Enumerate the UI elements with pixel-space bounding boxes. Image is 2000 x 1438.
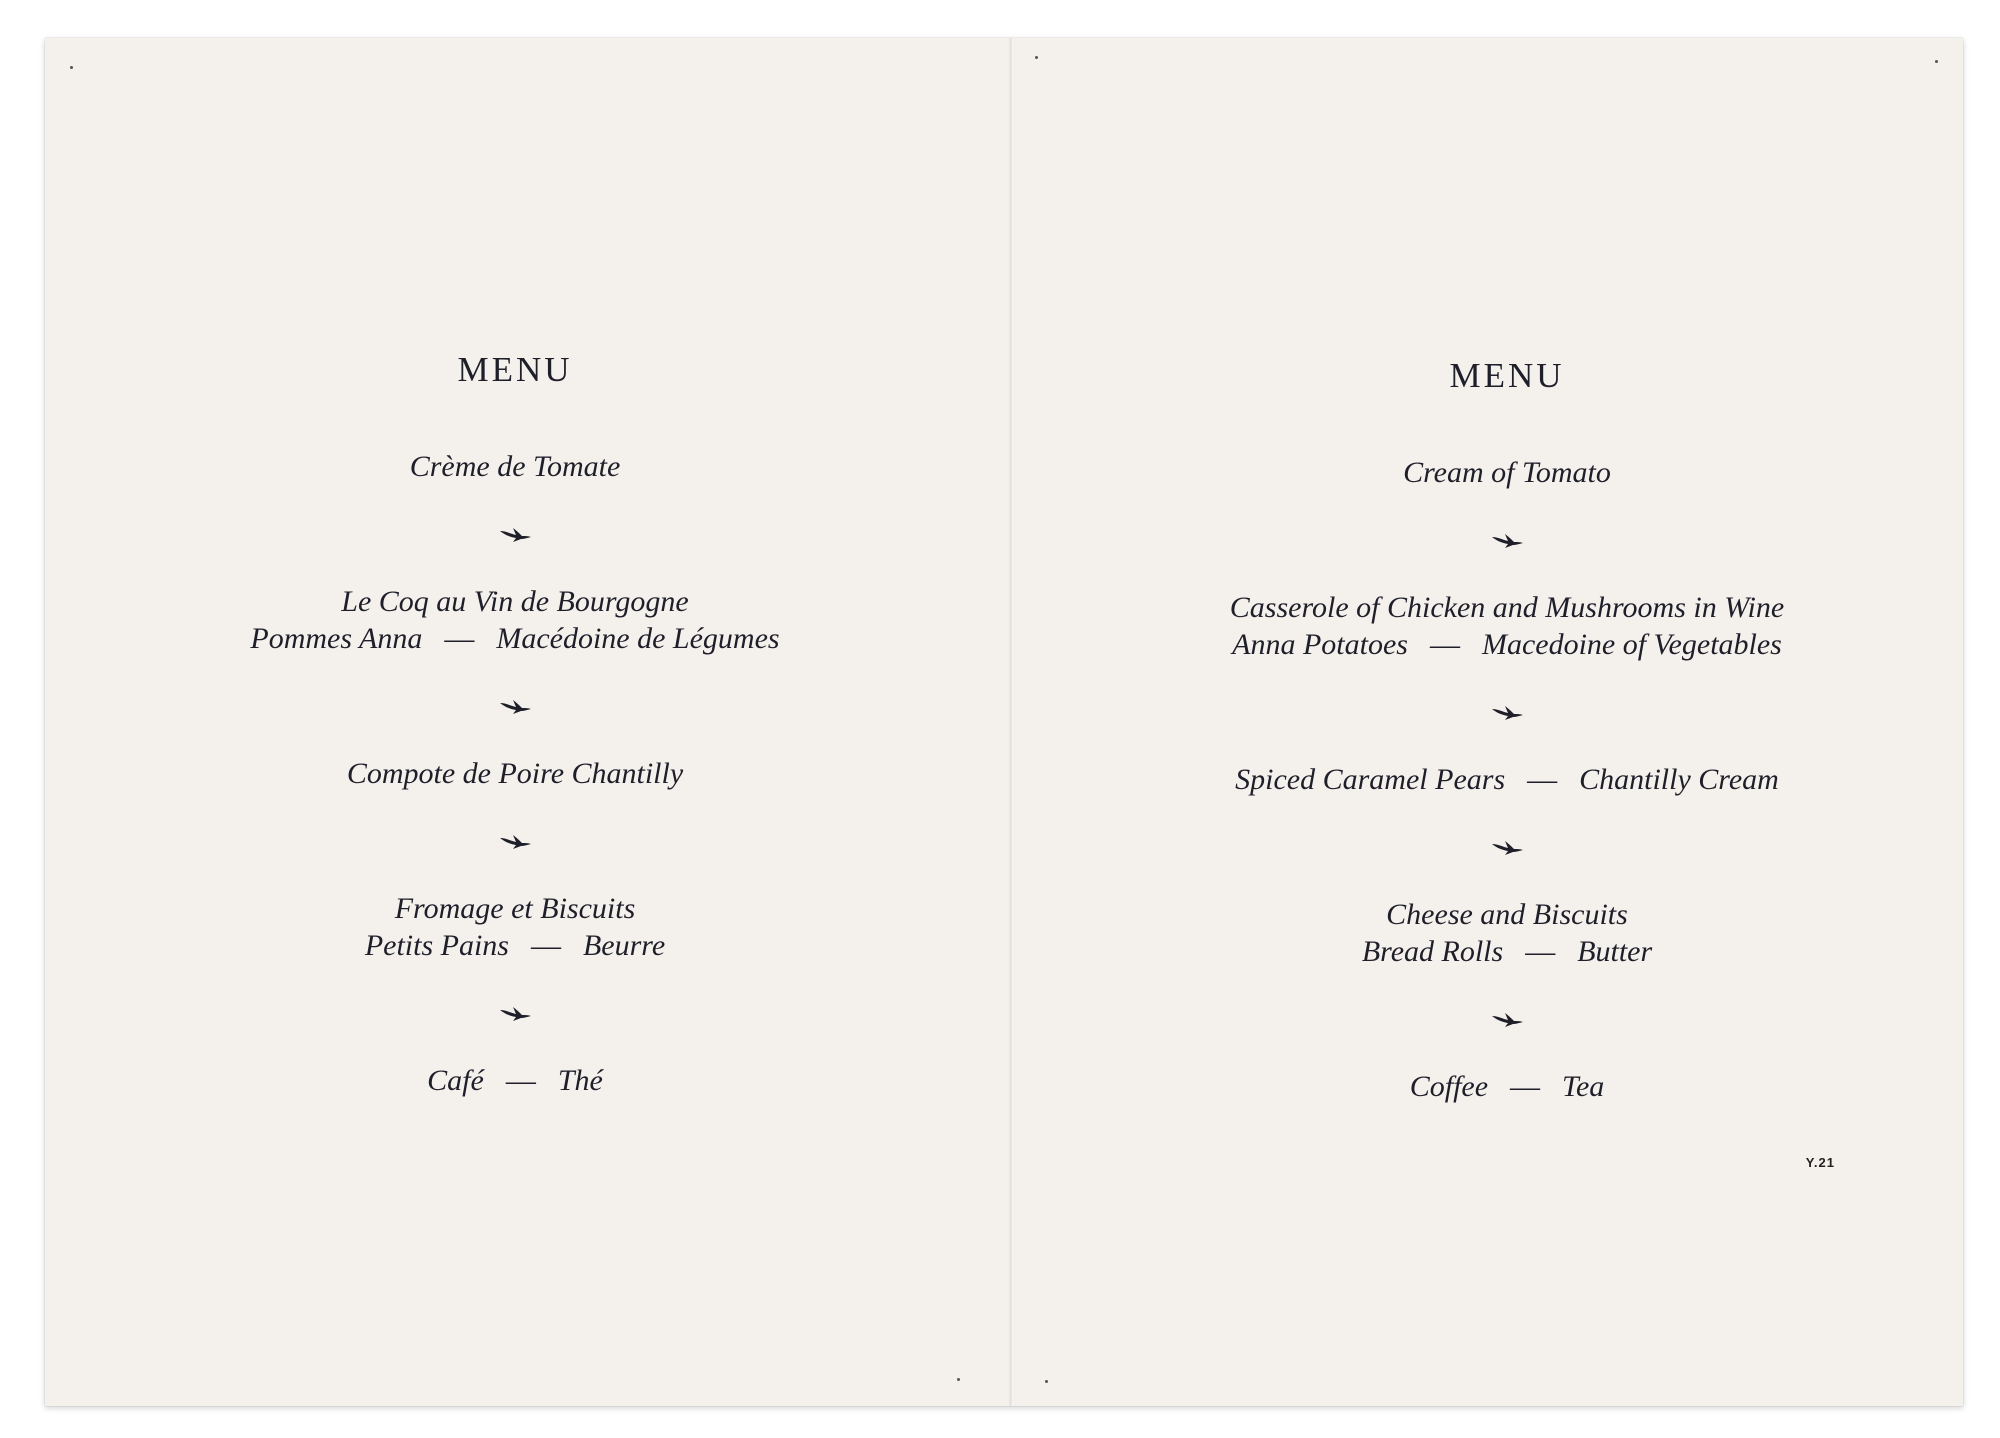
dash-separator: — bbox=[530, 929, 561, 962]
left-page-french bbox=[45, 38, 1009, 1406]
course-line bbox=[195, 583, 835, 620]
bird-icon bbox=[498, 697, 532, 715]
dish-name: Petits Pains bbox=[364, 929, 509, 962]
dish-name: Café bbox=[427, 1064, 484, 1097]
course-2 bbox=[195, 583, 835, 657]
dash-separator: — bbox=[444, 622, 475, 655]
reference-code: Y.21 bbox=[1805, 1155, 1835, 1170]
dish-name: Chantilly Cream bbox=[1579, 763, 1779, 796]
dish-name: Cream of Tomato bbox=[1403, 456, 1611, 489]
dish-name: Compote de Poire Chantilly bbox=[346, 757, 684, 790]
course-line bbox=[1175, 626, 1839, 663]
dish-name: Pommes Anna bbox=[250, 622, 423, 655]
course-3 bbox=[1175, 761, 1839, 798]
dish-name: Crème de Tomate bbox=[409, 450, 621, 483]
course-5 bbox=[195, 1062, 835, 1099]
course-line bbox=[195, 448, 835, 485]
bird-icon bbox=[498, 525, 532, 543]
course-line bbox=[1175, 933, 1839, 970]
dish-name: Macedoine of Vegetables bbox=[1481, 628, 1782, 661]
dish-name: Tea bbox=[1562, 1070, 1605, 1103]
dish-name: Coffee bbox=[1409, 1070, 1489, 1103]
dish-name: Fromage et Biscuits bbox=[394, 892, 636, 925]
course-3 bbox=[195, 755, 835, 792]
dash-separator: — bbox=[1525, 935, 1556, 968]
dish-name: Anna Potatoes bbox=[1232, 628, 1408, 661]
dish-name: Macédoine de Légumes bbox=[496, 622, 780, 655]
dish-name: Thé bbox=[557, 1064, 603, 1097]
bird-icon bbox=[498, 1004, 532, 1022]
bird-icon bbox=[1490, 531, 1524, 549]
course-line bbox=[1175, 1068, 1839, 1105]
dash-separator: — bbox=[1510, 1070, 1541, 1103]
bird-icon bbox=[1490, 838, 1524, 856]
menu-card bbox=[45, 38, 1963, 1406]
course-line bbox=[195, 755, 835, 792]
dish-name: Le Coq au Vin de Bourgogne bbox=[341, 585, 689, 618]
dash-separator: — bbox=[1429, 628, 1460, 661]
menu-block-english bbox=[1175, 356, 1839, 1105]
course-line bbox=[1175, 454, 1839, 491]
course-4 bbox=[1175, 896, 1839, 970]
course-list bbox=[1175, 454, 1839, 1105]
course-1 bbox=[1175, 454, 1839, 491]
bird-icon bbox=[1490, 1010, 1524, 1028]
course-line bbox=[195, 620, 835, 657]
course-line bbox=[1175, 896, 1839, 933]
dash-separator: — bbox=[1527, 763, 1558, 796]
menu-title: MENU bbox=[1449, 356, 1565, 395]
dish-name: Cheese and Biscuits bbox=[1386, 898, 1628, 931]
bird-icon bbox=[1490, 703, 1524, 721]
menu-block-french bbox=[195, 350, 835, 1099]
course-1 bbox=[195, 448, 835, 485]
dish-name: Butter bbox=[1577, 935, 1653, 968]
course-2 bbox=[1175, 589, 1839, 663]
menu-title: MENU bbox=[457, 350, 573, 389]
course-line bbox=[195, 1062, 835, 1099]
course-line bbox=[1175, 589, 1839, 626]
dish-name: Spiced Caramel Pears bbox=[1235, 763, 1506, 796]
course-4 bbox=[195, 890, 835, 964]
course-5 bbox=[1175, 1068, 1839, 1105]
dish-name: Beurre bbox=[582, 929, 666, 962]
course-line bbox=[1175, 761, 1839, 798]
course-line bbox=[195, 890, 835, 927]
course-list bbox=[195, 448, 835, 1099]
course-line bbox=[195, 927, 835, 964]
right-page-english bbox=[1015, 38, 1963, 1406]
dish-name: Casserole of Chicken and Mushrooms in Wine bbox=[1229, 591, 1785, 624]
bird-icon bbox=[498, 832, 532, 850]
dish-name: Bread Rolls bbox=[1361, 935, 1504, 968]
dash-separator: — bbox=[505, 1064, 536, 1097]
